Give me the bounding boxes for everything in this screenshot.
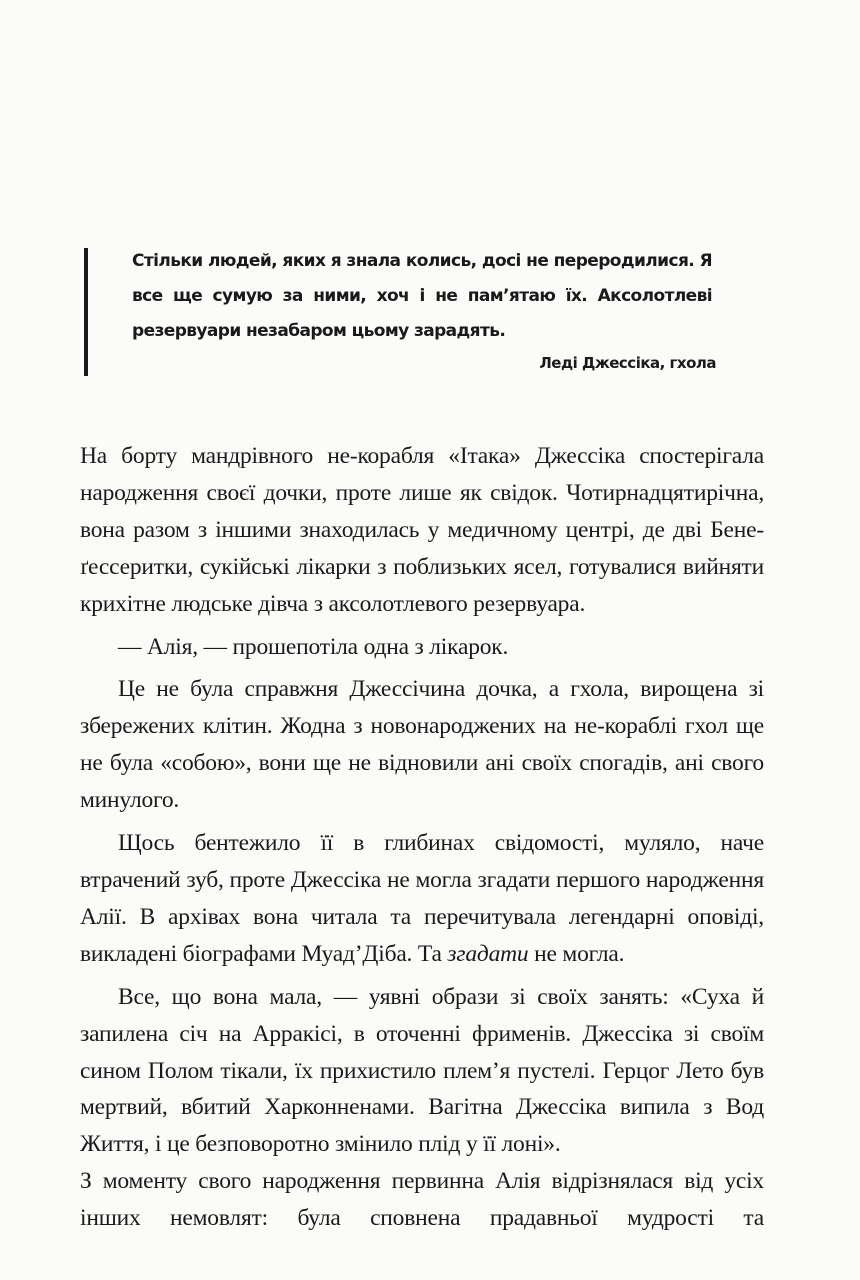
paragraph-3: Це не була справжня Джессічина дочка, а гхола, вирощена зі збережених клітин. Жодна з новонароджених на не-кораблі гхол ще не була «собою», вони ще не відновили ані своїх спогадів, ані свого минулого.: [80, 676, 764, 814]
chapter-text: [80, 438, 764, 1237]
paragraph-1: На борту мандрівного не-корабля «Ітака» Джессіка спостерігала народження своєї дочки, проте лише як свідок. Чотирнадцятирічна, вона разом з іншими знаходилась у медичному центрі, де дві Бене-ґессеритки, сукійські лікарки з поблизьких ясел, готувалися вийняти крихітне людське дівча з аксолотлевого резервуара.: [80, 443, 764, 617]
epigraph-attribution: Леді Джессіка, гхола: [539, 354, 716, 372]
epigraph: [84, 244, 724, 376]
paragraph-2: — Алія, — прошепотіла одна з лікарок.: [118, 633, 509, 660]
paragraph-5: Все, що вона мала, — уявні образи зі своїх занять: «Суха й запилена січ на Арракісі, в оточенні фрименів. Джессіка зі своїм сином Полом тікали, їх прихистило плем’я пустелі. Герцог Лето був мертвий, вбитий Харконненами. Вагітна Джессіка випила з Вод Життя, і це безповоротно змінило плід у її лоні».: [80, 983, 764, 1158]
paragraph-4-emphasis: згадати: [447, 940, 529, 967]
epigraph-quote: Стільки людей, яких я знала колись, досі не переродилися. Я все ще сумую за ними, хоч і не пам’ятаю їх. Аксолотлеві резервуари незабаром цьому зарадять.: [132, 251, 712, 341]
paragraph-6: З моменту свого народження первинна Алія відрізнялася від усіх інших немовлят: була сповнена прадавньої мудрості та: [80, 1168, 764, 1232]
epigraph-bar: [84, 248, 88, 376]
paragraph-4: [80, 825, 764, 973]
paragraph-4-end: не могла.: [528, 940, 625, 967]
paragraph-4-text: Щось бентежило її в глибинах свідомості, муляло, наче втрачений зуб, проте Джессіка не могла згадати першого народження Алії. В архівах вона читала та перечитувала легендарні оповіді, викладені біографами Муад’Діба. Та: [80, 830, 764, 967]
